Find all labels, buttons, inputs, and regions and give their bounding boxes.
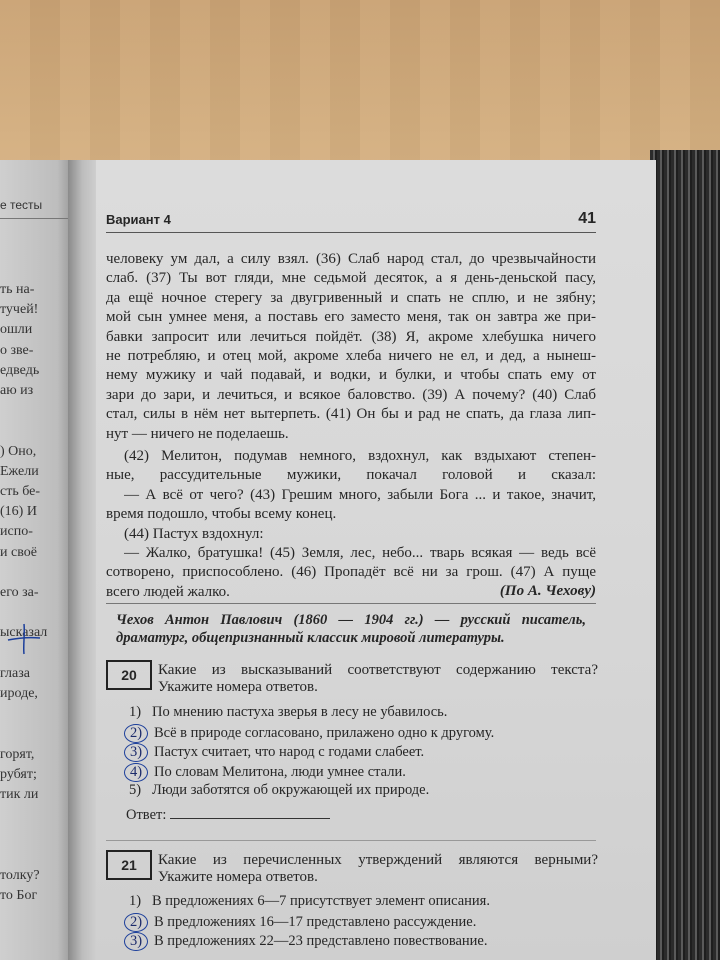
book-page-edges	[650, 150, 720, 960]
question-21-line-1: Какие из перечисленных утверждений являются верными?	[158, 852, 598, 868]
text-line: нему мужику и чай подавай, и водки, и булки, и чтобы спать ему от	[106, 367, 596, 384]
page-header	[106, 210, 596, 233]
text-line: — А всё от чего? (43) Грешим много, забыли Бога ... и такое, значит,	[124, 486, 596, 503]
text-line: мой сын умнее меня, а поставь его заместо меня, так он завтра же при-	[106, 309, 596, 326]
question-21-number: 21	[106, 850, 152, 880]
q20-option-text: Пастух считает, что народ с годами слабеет.	[154, 744, 425, 760]
left-page-line: тучей!	[0, 302, 39, 318]
question-20-line-2: Укажите номера ответов.	[158, 679, 318, 695]
left-page-line: тик ли	[0, 787, 39, 802]
question-20-text	[158, 662, 598, 696]
question-21-text	[158, 852, 598, 886]
q20-option[interactable]	[124, 704, 447, 721]
left-page-line: его за-	[0, 585, 39, 600]
q20-option-number: 1)	[128, 704, 142, 720]
q20-option[interactable]	[124, 782, 429, 799]
left-page-line: толку?	[0, 867, 40, 883]
q21-option[interactable]	[124, 893, 490, 910]
q20-option-number: 4)	[124, 763, 148, 782]
page-number: 41	[578, 210, 596, 227]
left-page-rule	[0, 218, 72, 219]
left-page-line: рубят;	[0, 766, 37, 782]
answer-field[interactable]	[126, 806, 330, 824]
left-page-line: глаза	[0, 665, 30, 681]
q21-option[interactable]	[124, 932, 488, 951]
left-page-line: ироде,	[0, 686, 38, 701]
left-page	[0, 160, 72, 960]
text-line: — Жалко, братушка! (45) Земля, лес, небо... тварь всякая — ведь всё	[124, 545, 596, 561]
text-line: да ещё ночное стерегу за двугривенный и спать не сплю, и не зябну;	[106, 289, 596, 306]
left-page-line: едведь	[0, 362, 40, 378]
left-page-line: ть на-	[0, 282, 35, 297]
variant-label: Вариант 4	[106, 212, 171, 227]
left-page-line: ысказал	[0, 625, 48, 641]
bio-line-2: драматург, общепризнанный классик мировой литературы.	[116, 630, 505, 646]
right-page	[96, 160, 656, 960]
text-line: слаб. (37) Ты вот гляди, мне седьмой десяток, а я день-деньской пасу,	[106, 270, 596, 287]
left-page-line: (16) И	[0, 504, 37, 520]
left-page-line: аю из	[0, 383, 34, 398]
q21-option-number: 2)	[124, 913, 148, 932]
answer-label: Ответ:	[126, 807, 167, 823]
text-line: не потребляю, и отец мой, акроме хлеба ничего не ел, и дед, а нынеш-	[106, 348, 596, 364]
q20-option[interactable]	[124, 724, 494, 743]
answer-blank[interactable]	[170, 806, 330, 819]
q20-option-number: 3)	[124, 743, 148, 762]
left-page-line: и своё	[0, 544, 37, 560]
left-page-line: о зве-	[0, 342, 34, 358]
text-line: человеку ум дал, а силу взял. (36) Слаб народ стал, до чрезвычайности	[106, 251, 596, 267]
left-page-line: то Бог	[0, 888, 38, 903]
question-20-line-1: Какие из высказываний соответствуют содержанию текста?	[158, 662, 598, 678]
q21-option[interactable]	[124, 913, 476, 932]
q20-option-text: По словам Мелитона, люди умнее стали.	[154, 763, 406, 780]
q20-option[interactable]	[124, 743, 424, 762]
divider	[106, 603, 596, 604]
q20-option-text: Люди заботятся об окружающей их природе.	[152, 782, 430, 798]
text-line: ные, рассудительные мужики, покачал головой и сказал:	[106, 467, 596, 484]
left-page-line: Ежели	[0, 463, 39, 479]
question-20-number: 20	[106, 660, 152, 690]
q20-option-number: 2)	[124, 724, 148, 743]
q21-option-text: В предложениях 22—23 представлено повествование.	[154, 933, 488, 949]
bio-line-1: Чехов Антон Павлович (1860 — 1904 гг.) — русский писатель,	[116, 612, 586, 628]
q21-option-text: В предложениях 16—17 представлено рассуждение.	[154, 913, 477, 930]
left-page-line: горят,	[0, 746, 35, 762]
q20-option[interactable]	[124, 763, 406, 782]
attribution: (По А. Чехову)	[499, 583, 596, 599]
table-surface	[0, 0, 720, 165]
q20-option-text: Всё в природе согласовано, прилажено одно к другому.	[154, 724, 495, 741]
left-page-line: испо-	[0, 524, 33, 540]
text-line: время подошло, чтобы всему конец.	[106, 506, 337, 523]
text-line: (44) Пастух вздохнул:	[124, 525, 264, 542]
pen-plus-mark-icon	[4, 618, 44, 658]
left-page-line: ) Оно,	[0, 443, 37, 459]
text-line: бавки запросит или лечиться пойдёт. (38) Я, акроме хлебушка ничего	[106, 328, 596, 345]
left-page-line: ошли	[0, 322, 33, 338]
question-21-line-2: Укажите номера ответов.	[158, 869, 318, 885]
left-page-line: сть бе-	[0, 484, 41, 499]
text-line: всего людей жалко.	[106, 583, 230, 600]
divider-2	[106, 840, 596, 841]
q21-option-text: В предложениях 6—7 присутствует элемент описания.	[152, 893, 490, 909]
text-line: стал, силы в нём нет вытерпеть. (41) Он бы и рад не спать, да глаза лип-	[106, 406, 596, 423]
q21-option-number: 3)	[124, 932, 148, 951]
left-page-header: е тесты	[0, 198, 43, 212]
q21-option-number: 1)	[128, 893, 142, 909]
text-line: сотворено, приспособлено. (46) Пропадёт всё ни за грош. (47) А пуще	[106, 564, 596, 581]
text-line: зари до зари, и лечиться, и всякое баловство. (39) А почему? (40) Слаб	[106, 386, 596, 403]
q20-option-number: 5)	[128, 782, 142, 798]
text-line: нут — ничего не поделаешь.	[106, 425, 289, 442]
q20-option-text: По мнению пастуха зверья в лесу не убавилось.	[152, 704, 448, 720]
text-line: (42) Мелитон, подумав немного, вздохнул, как вздыхают степен-	[124, 448, 596, 464]
